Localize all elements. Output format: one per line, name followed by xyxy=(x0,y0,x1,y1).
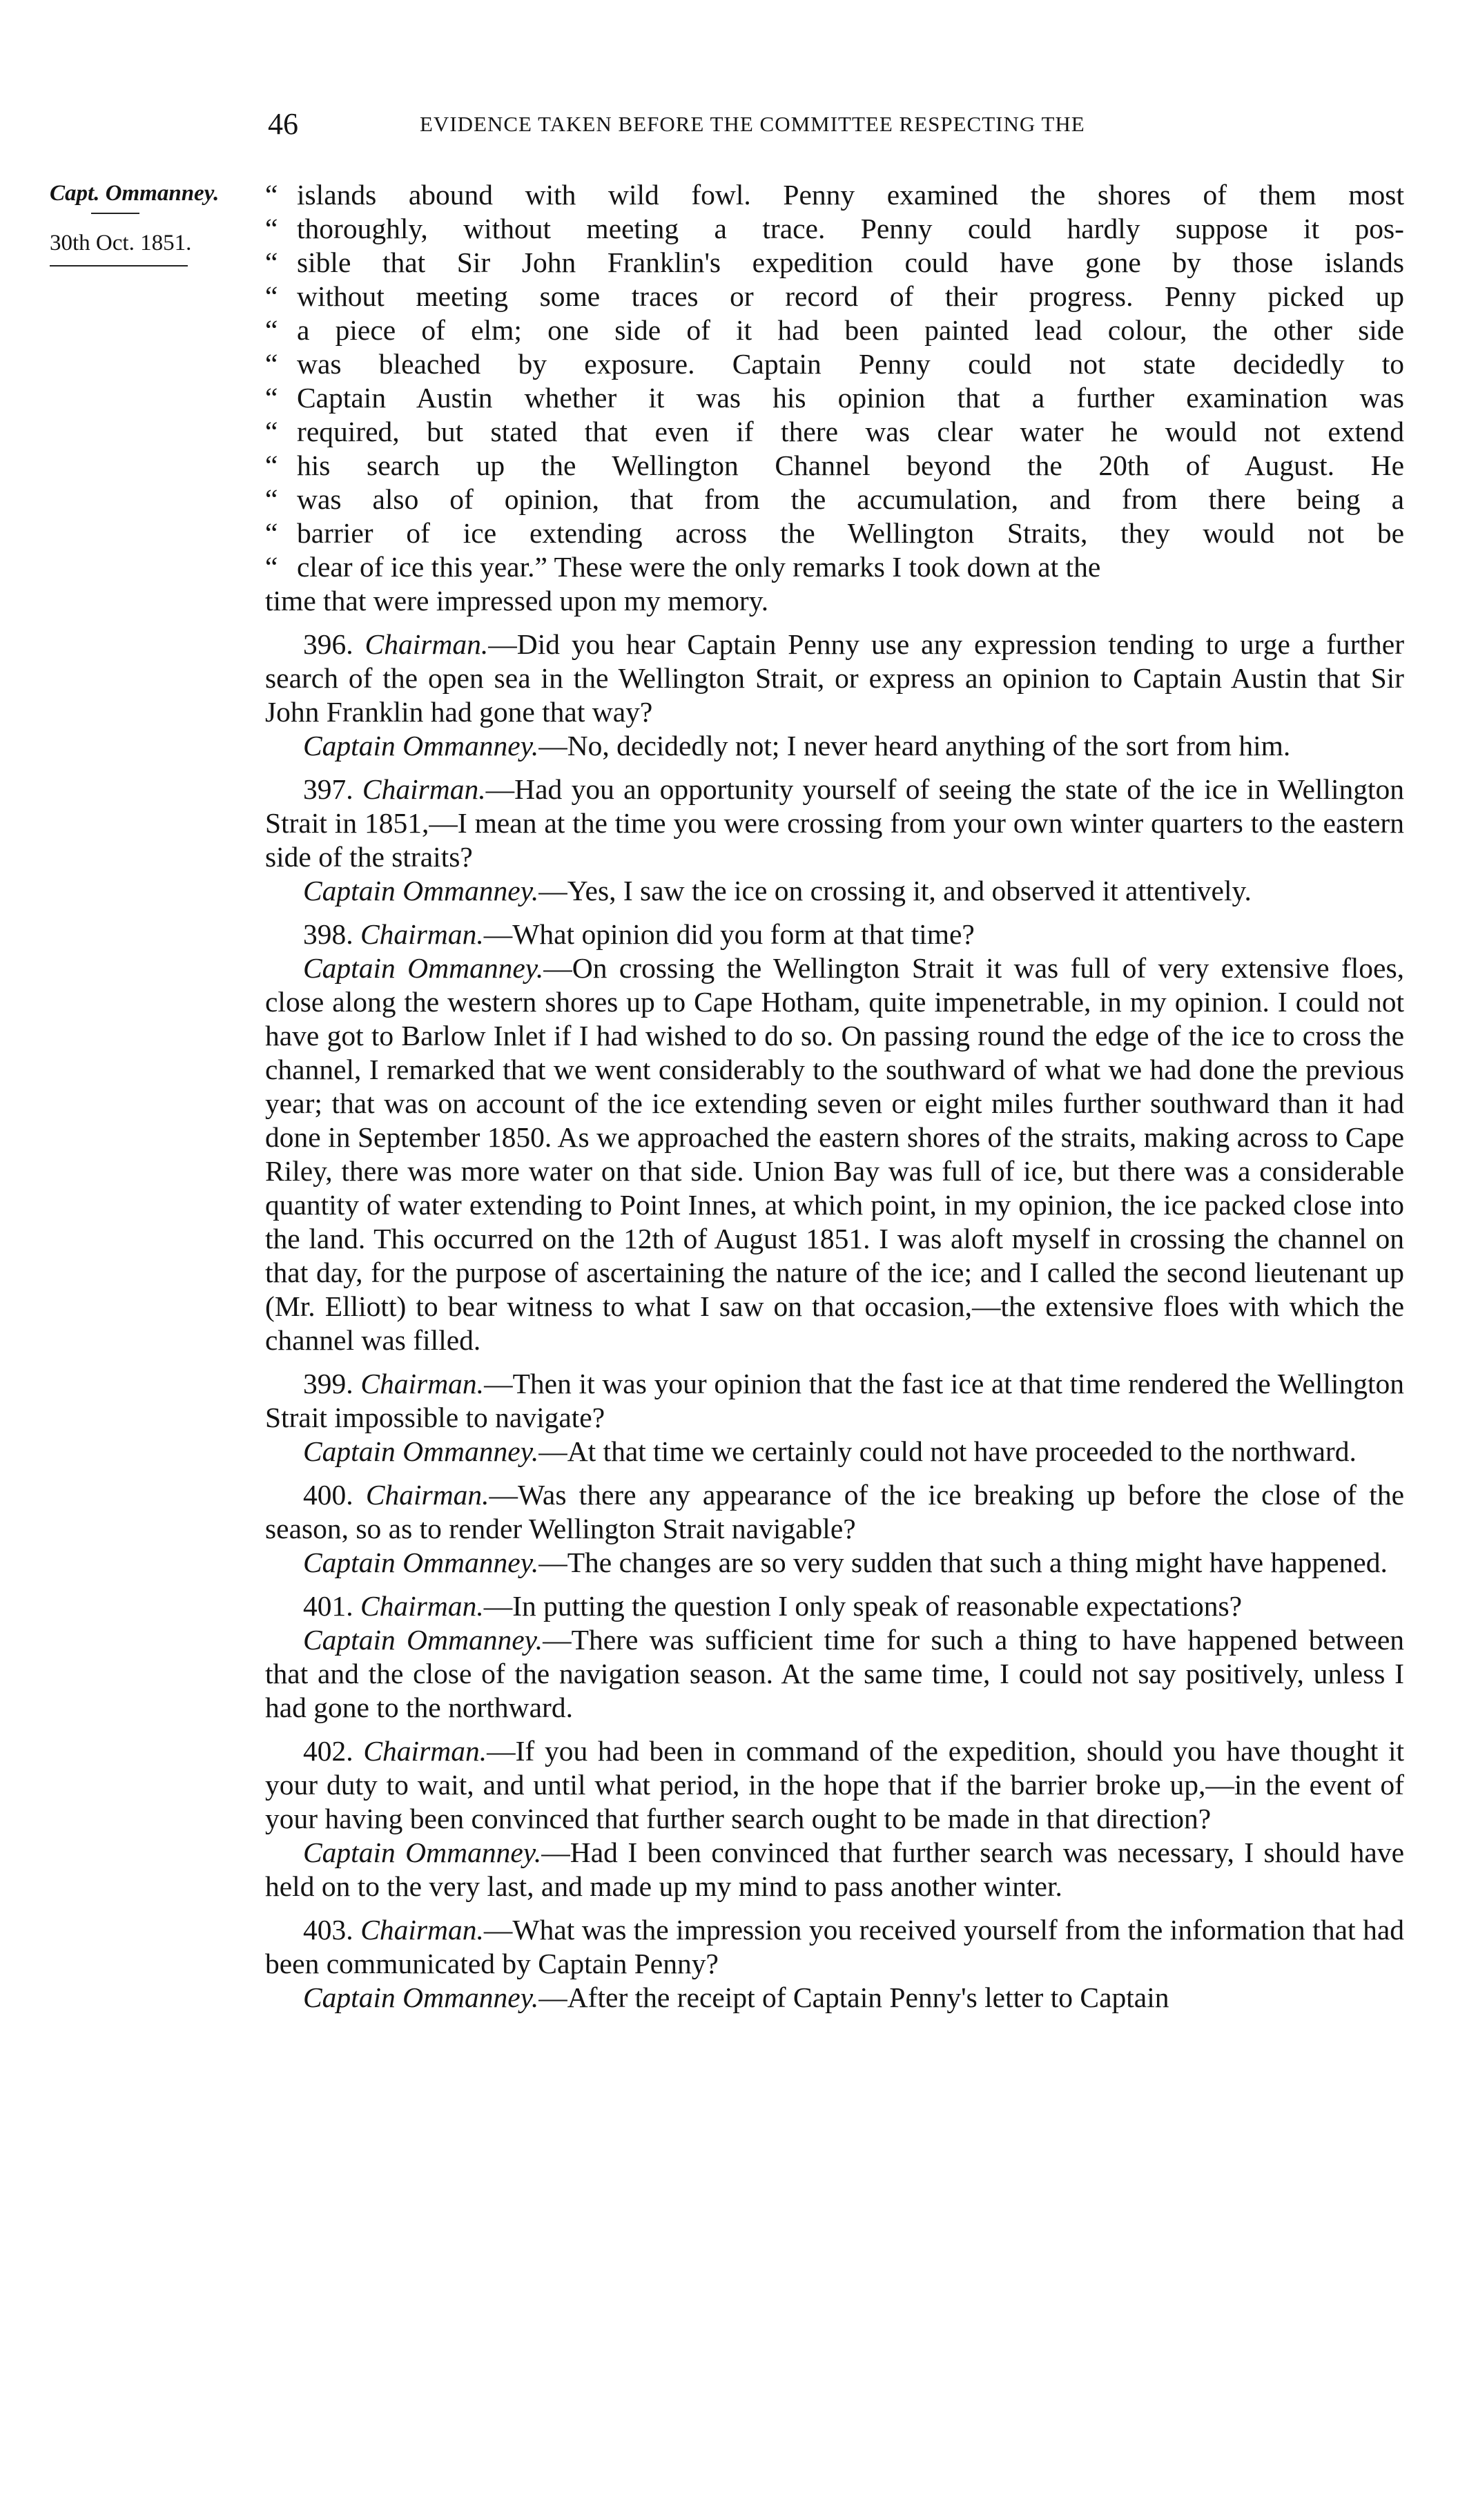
question-text: —Had you an opportunity yourself of seeing the state of the ice in Wellington Strait in 1851,—I mean at the time you were crossing from your own winter quarters to the eastern side of the straits? xyxy=(265,773,1405,873)
quote-line xyxy=(265,347,1404,381)
answer-paragraph xyxy=(265,1546,1404,1580)
quote-line xyxy=(265,381,1404,415)
quote-line-text: islands abound with wild fowl. Penny examined the shores of them most xyxy=(297,179,1404,211)
answer-text: —The changes are so very sudden that such a thing might have happened. xyxy=(538,1547,1388,1578)
quote-line xyxy=(265,516,1404,550)
quote-mark: “ xyxy=(265,348,278,380)
quote-line xyxy=(265,313,1404,347)
answer-speaker: Captain Ommanney. xyxy=(303,1836,542,1868)
quote-continuation: time that were impressed upon my memory. xyxy=(265,585,769,617)
margin-note xyxy=(50,178,250,266)
page-header xyxy=(268,104,1407,145)
quote-line-text: clear of ice this year.” These were the only remarks I took down at the xyxy=(297,551,1101,583)
question-paragraph xyxy=(265,1734,1404,1836)
quote-mark: “ xyxy=(265,483,278,515)
question-text: —Then it was your opinion that the fast ice at that time rendered the Wellington Strait impossible to navigate? xyxy=(265,1368,1404,1433)
question-text: —If you had been in command of the expedition, should you have thought it your duty to wait, and until what period, in the hope that if the barrier broke up,—in the event of your having been convinced that further search ought to be made in that direction? xyxy=(265,1735,1405,1834)
margin-rule xyxy=(50,265,188,266)
answer-speaker: Captain Ommanney. xyxy=(303,1435,539,1467)
question-paragraph xyxy=(265,1478,1404,1546)
question-number: 403. xyxy=(303,1914,353,1946)
quote-line xyxy=(265,415,1404,449)
quote-mark: “ xyxy=(265,179,278,211)
question-paragraph xyxy=(265,628,1404,729)
quote-mark: “ xyxy=(265,416,278,447)
question-paragraph xyxy=(265,1367,1404,1435)
question-speaker: Chairman. xyxy=(363,1735,487,1767)
question-number: 397. xyxy=(303,773,353,805)
answer-text: —At that time we certainly could not have proceeded to the northward. xyxy=(538,1435,1357,1467)
question-speaker: Chairman. xyxy=(360,1368,485,1399)
quote-line xyxy=(265,280,1404,313)
quote-line xyxy=(265,246,1404,280)
quote-mark: “ xyxy=(265,449,278,481)
quote-line-text: his search up the Wellington Channel beyond the 20th of August. He xyxy=(297,449,1404,481)
answer-speaker: Captain Ommanney. xyxy=(303,952,544,984)
answer-paragraph xyxy=(265,1836,1404,1903)
question-paragraph xyxy=(265,1589,1404,1623)
margin-witness-name: Capt. Ommanney. xyxy=(50,181,220,206)
question-number: 399. xyxy=(303,1368,353,1399)
answer-speaker: Captain Ommanney. xyxy=(303,730,539,762)
answer-paragraph xyxy=(265,1435,1404,1469)
answer-text: —There was sufficient time for such a thing to have happened between that and the close of the navigation season. At the same time, I could not say positively, unless I had gone to the northward. xyxy=(265,1624,1404,1723)
quote-line-text: required, but stated that even if there was clear water he would not extend xyxy=(297,416,1404,447)
quote-line xyxy=(265,212,1404,246)
quote-line-text: a piece of elm; one side of it had been painted lead colour, the other side xyxy=(297,314,1404,346)
question-text: —Did you hear Captain Penny use any expression tending to urge a further search of the open sea in the Wellington Strait, or express an opinion to Captain Austin that Sir John Franklin had gone that way? xyxy=(265,628,1405,728)
page-body xyxy=(265,178,1404,2015)
quote-line-text: barrier of ice extending across the Wellington Straits, they would not be xyxy=(297,517,1404,549)
margin-date: 30th Oct. 1851. xyxy=(50,231,192,255)
question-paragraph xyxy=(265,1913,1404,1981)
answer-paragraph xyxy=(265,874,1404,908)
quote-mark: “ xyxy=(265,314,278,346)
question-speaker: Chairman. xyxy=(360,1914,484,1946)
quote-line-text: was also of opinion, that from the accumulation, and from there being a xyxy=(297,483,1404,515)
answer-text: —Had I been convinced that further search was necessary, I should have held on to the very last, and made up my mind to pass another winter. xyxy=(265,1836,1404,1902)
quote-line-text: sible that Sir John Franklin's expedition could have gone by those islands xyxy=(297,246,1404,278)
answer-paragraph xyxy=(265,1981,1404,2015)
running-head: EVIDENCE TAKEN BEFORE THE COMMITTEE RESPECTING THE xyxy=(420,112,1085,136)
page-number: 46 xyxy=(268,107,298,141)
quote-mark: “ xyxy=(265,382,278,414)
quote-line xyxy=(265,550,1404,584)
quote-line-text: without meeting some traces or record of their progress. Penny picked up xyxy=(297,280,1404,312)
margin-short-rule xyxy=(91,213,139,214)
quote-mark: “ xyxy=(265,280,278,312)
question-text: —In putting the question I only speak of reasonable expectations? xyxy=(483,1590,1243,1622)
question-paragraph xyxy=(265,773,1404,874)
quote-line xyxy=(265,178,1404,212)
answer-paragraph xyxy=(265,729,1404,763)
answer-text: —After the receipt of Captain Penny's letter to Captain xyxy=(538,1981,1169,2013)
question-number: 400. xyxy=(303,1479,353,1511)
question-speaker: Chairman. xyxy=(364,628,489,660)
quoted-testimony xyxy=(265,178,1404,584)
question-text: —Was there any appearance of the ice breaking up before the close of the season, so as to render Wellington Strait navigable? xyxy=(265,1479,1404,1544)
question-text: —What was the impression you received yourself from the information that had been communicated by Captain Penny? xyxy=(265,1914,1404,1979)
quote-line xyxy=(265,449,1404,483)
quote-mark: “ xyxy=(265,551,278,583)
quote-line xyxy=(265,483,1404,516)
exchanges-list xyxy=(265,628,1404,2015)
answer-paragraph xyxy=(265,951,1404,1357)
question-paragraph xyxy=(265,918,1404,951)
quote-line-text: Captain Austin whether it was his opinion that a further examination was xyxy=(297,382,1404,414)
answer-paragraph xyxy=(265,1623,1404,1725)
answer-speaker: Captain Ommanney. xyxy=(303,1624,543,1656)
quote-line-text: was bleached by exposure. Captain Penny could not state decidedly to xyxy=(297,348,1404,380)
question-speaker: Chairman. xyxy=(360,918,484,950)
answer-speaker: Captain Ommanney. xyxy=(303,1547,539,1578)
answer-text: —No, decidedly not; I never heard anything of the sort from him. xyxy=(538,730,1291,762)
question-number: 396. xyxy=(303,628,353,660)
question-number: 402. xyxy=(303,1735,353,1767)
question-number: 398. xyxy=(303,918,353,950)
answer-speaker: Captain Ommanney. xyxy=(303,875,539,907)
question-speaker: Chairman. xyxy=(362,773,486,805)
quote-mark: “ xyxy=(265,246,278,278)
answer-text: —Yes, I saw the ice on crossing it, and observed it attentively. xyxy=(538,875,1252,907)
answer-text: —On crossing the Wellington Strait it was full of very extensive floes, close along the western shores up to Cape Hotham, quite impenetrable, in my opinion. I could not have got to Barlow Inlet if I had wished to do so. On passing round the edge of the ice to cross the channel, I remarked that we went considerably to the southward of what we had done the previous year; that was on account of the ice extending seven or eight miles further southward than it had done in September 1850. As we approached the eastern shores of the straits, making across to Cape Riley, there was more water on that side. Union Bay was full of ice, but there was a considerable quantity of water extending to Point Innes, at which point, in my opinion, the ice packed close into the land. This occurred on the 12th of August 1851. I was aloft myself in crossing the channel on that day, for the purpose of ascertaining the nature of the ice; and I called the second lieutenant up (Mr. Elliott) to bear witness to what I saw on that occasion,—the extensive floes with which the channel was filled. xyxy=(265,952,1404,1356)
question-text: —What opinion did you form at that time? xyxy=(483,918,975,950)
quote-line-text: thoroughly, without meeting a trace. Penny could hardly suppose it pos- xyxy=(297,213,1404,244)
quote-mark: “ xyxy=(265,213,278,244)
question-speaker: Chairman. xyxy=(360,1590,484,1622)
question-speaker: Chairman. xyxy=(365,1479,489,1511)
question-number: 401. xyxy=(303,1590,353,1622)
quote-mark: “ xyxy=(265,517,278,549)
answer-speaker: Captain Ommanney. xyxy=(303,1981,539,2013)
